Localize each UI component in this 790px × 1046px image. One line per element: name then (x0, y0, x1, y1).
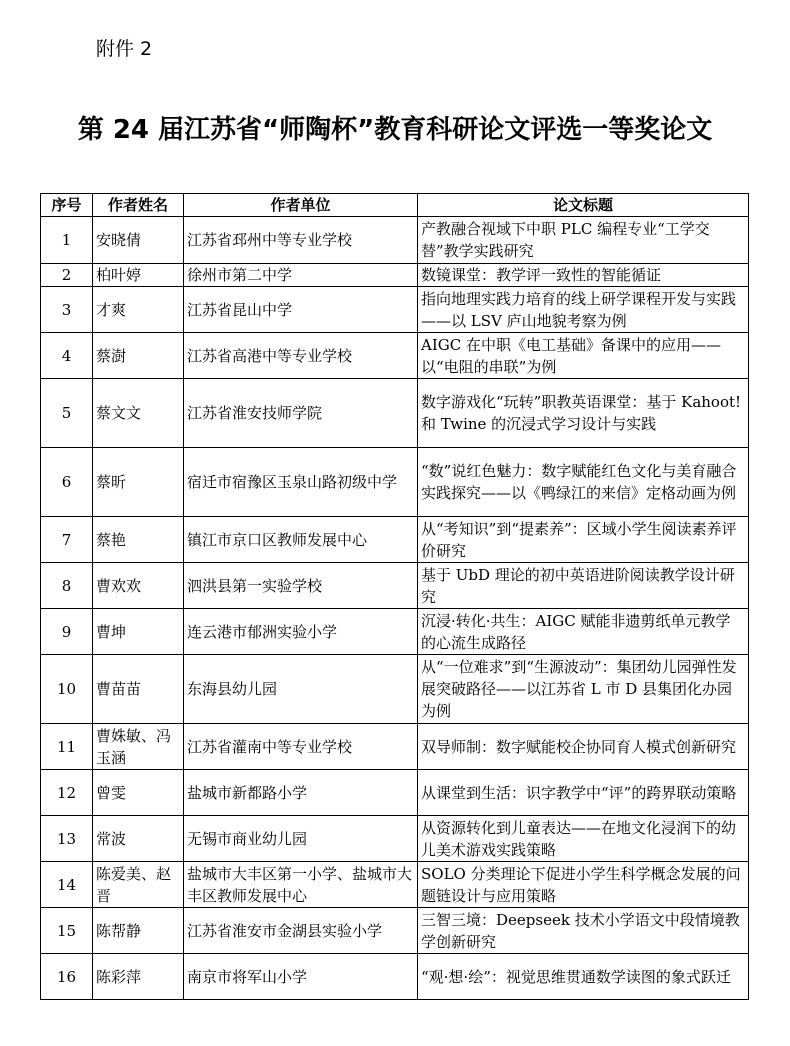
row-author-name: 曹欢欢 (93, 563, 184, 609)
row-author-org: 江苏省昆山中学 (184, 287, 418, 333)
row-paper-title: SOLO 分类理论下促进小学生科学概念发展的问题链设计与应用策略 (418, 862, 749, 908)
row-no: 2 (41, 264, 93, 287)
row-author-name: 蔡艳 (93, 517, 184, 563)
table-row (41, 517, 749, 563)
row-author-org: 东海县幼儿园 (184, 655, 418, 724)
table-row (41, 908, 749, 954)
row-paper-title: 沉浸·转化·共生：AIGC 赋能非遗剪纸单元教学的心流生成路径 (418, 609, 749, 655)
table-row (41, 724, 749, 770)
row-paper-title: 从课堂到生活：识字教学中“评”的跨界联动策略 (418, 770, 749, 816)
row-author-org: 江苏省淮安市金湖县实验小学 (184, 908, 418, 954)
row-paper-title: 双导师制：数字赋能校企协同育人模式创新研究 (418, 724, 749, 770)
row-author-name: 曹苗苗 (93, 655, 184, 724)
table-row (41, 217, 749, 264)
row-author-org: 江苏省淮安技师学院 (184, 379, 418, 448)
table-row (41, 770, 749, 816)
table-row (41, 655, 749, 724)
table-row (41, 448, 749, 517)
row-author-name: 曹姝敏、冯玉涵 (93, 724, 184, 770)
row-author-org: 盐城市新都路小学 (184, 770, 418, 816)
row-paper-title: 数字游戏化“玩转”职教英语课堂：基于 Kahoot!和 Twine 的沉浸式学习设计与实践 (418, 379, 749, 448)
row-author-org: 江苏省邳州中等专业学校 (184, 217, 418, 264)
row-no: 14 (41, 862, 93, 908)
row-author-name: 陈彩萍 (93, 954, 184, 1000)
row-no: 8 (41, 563, 93, 609)
row-no: 1 (41, 217, 93, 264)
row-author-name: 才爽 (93, 287, 184, 333)
row-author-name: 柏叶婷 (93, 264, 184, 287)
row-author-org: 连云港市郁洲实验小学 (184, 609, 418, 655)
header-author-org: 作者单位 (184, 194, 418, 217)
row-author-org: 江苏省高港中等专业学校 (184, 333, 418, 379)
row-no: 15 (41, 908, 93, 954)
table-row (41, 563, 749, 609)
row-paper-title: 从“一位难求”到“生源波动”：集团幼儿园弹性发展突破路径——以江苏省 L 市 D 县集团化办园为例 (418, 655, 749, 724)
award-table (40, 193, 749, 1000)
row-no: 3 (41, 287, 93, 333)
row-author-name: 曹坤 (93, 609, 184, 655)
table-row (41, 609, 749, 655)
document-title: 第 24 届江苏省“师陶杯”教育科研论文评选一等奖论文 (77, 115, 713, 145)
table-row (41, 379, 749, 448)
row-no: 6 (41, 448, 93, 517)
row-paper-title: 产教融合视域下中职 PLC 编程专业“工学交替”教学实践研究 (418, 217, 749, 264)
row-paper-title: 数镜课堂：教学评一致性的智能循证 (418, 264, 749, 287)
row-no: 7 (41, 517, 93, 563)
row-paper-title: 基于 UbD 理论的初中英语进阶阅读教学设计研究 (418, 563, 749, 609)
table-row (41, 333, 749, 379)
table-row (41, 862, 749, 908)
header-author-name: 作者姓名 (93, 194, 184, 217)
row-no: 9 (41, 609, 93, 655)
row-author-org: 无锡市商业幼儿园 (184, 816, 418, 862)
row-no: 5 (41, 379, 93, 448)
table-header-row (41, 194, 749, 217)
row-paper-title: 指向地理实践力培育的线上研学课程开发与实践——以 LSV 庐山地貌考察为例 (418, 287, 749, 333)
row-paper-title: 从资源转化到儿童表达——在地文化浸润下的幼儿美术游戏实践策略 (418, 816, 749, 862)
row-paper-title: “数”说红色魅力：数字赋能红色文化与美育融合实践探究——以《鸭绿江的来信》定格动画为例 (418, 448, 749, 517)
row-paper-title: AIGC 在中职《电工基础》备课中的应用——以“电阻的串联”为例 (418, 333, 749, 379)
header-no: 序号 (41, 194, 93, 217)
table-body (41, 217, 749, 1000)
row-author-org: 泗洪县第一实验学校 (184, 563, 418, 609)
row-author-name: 安晓倩 (93, 217, 184, 264)
row-author-name: 曾雯 (93, 770, 184, 816)
row-author-name: 陈帮静 (93, 908, 184, 954)
row-no: 10 (41, 655, 93, 724)
row-paper-title: 三智三境：Deepseek 技术小学语文中段情境教学创新研究 (418, 908, 749, 954)
row-no: 4 (41, 333, 93, 379)
row-author-name: 蔡澍 (93, 333, 184, 379)
row-no: 11 (41, 724, 93, 770)
row-paper-title: 从“考知识”到“提素养”：区域小学生阅读素养评价研究 (418, 517, 749, 563)
row-author-org: 南京市将军山小学 (184, 954, 418, 1000)
row-author-org: 徐州市第二中学 (184, 264, 418, 287)
row-author-org: 盐城市大丰区第一小学、盐城市大丰区教师发展中心 (184, 862, 418, 908)
table-row (41, 816, 749, 862)
header-paper-title: 论文标题 (418, 194, 749, 217)
table-row (41, 287, 749, 333)
row-no: 13 (41, 816, 93, 862)
row-author-name: 陈爱美、赵晋 (93, 862, 184, 908)
row-author-org: 镇江市京口区教师发展中心 (184, 517, 418, 563)
row-author-org: 江苏省灌南中等专业学校 (184, 724, 418, 770)
row-paper-title: “观·想·绘”：视觉思维贯通数学读图的象式跃迁 (418, 954, 749, 1000)
row-no: 12 (41, 770, 93, 816)
row-author-name: 常波 (93, 816, 184, 862)
row-author-name: 蔡文文 (93, 379, 184, 448)
row-author-name: 蔡昕 (93, 448, 184, 517)
row-author-org: 宿迁市宿豫区玉泉山路初级中学 (184, 448, 418, 517)
attachment-label: 附件 2 (96, 38, 153, 60)
table-row (41, 954, 749, 1000)
row-no: 16 (41, 954, 93, 1000)
table-row (41, 264, 749, 287)
